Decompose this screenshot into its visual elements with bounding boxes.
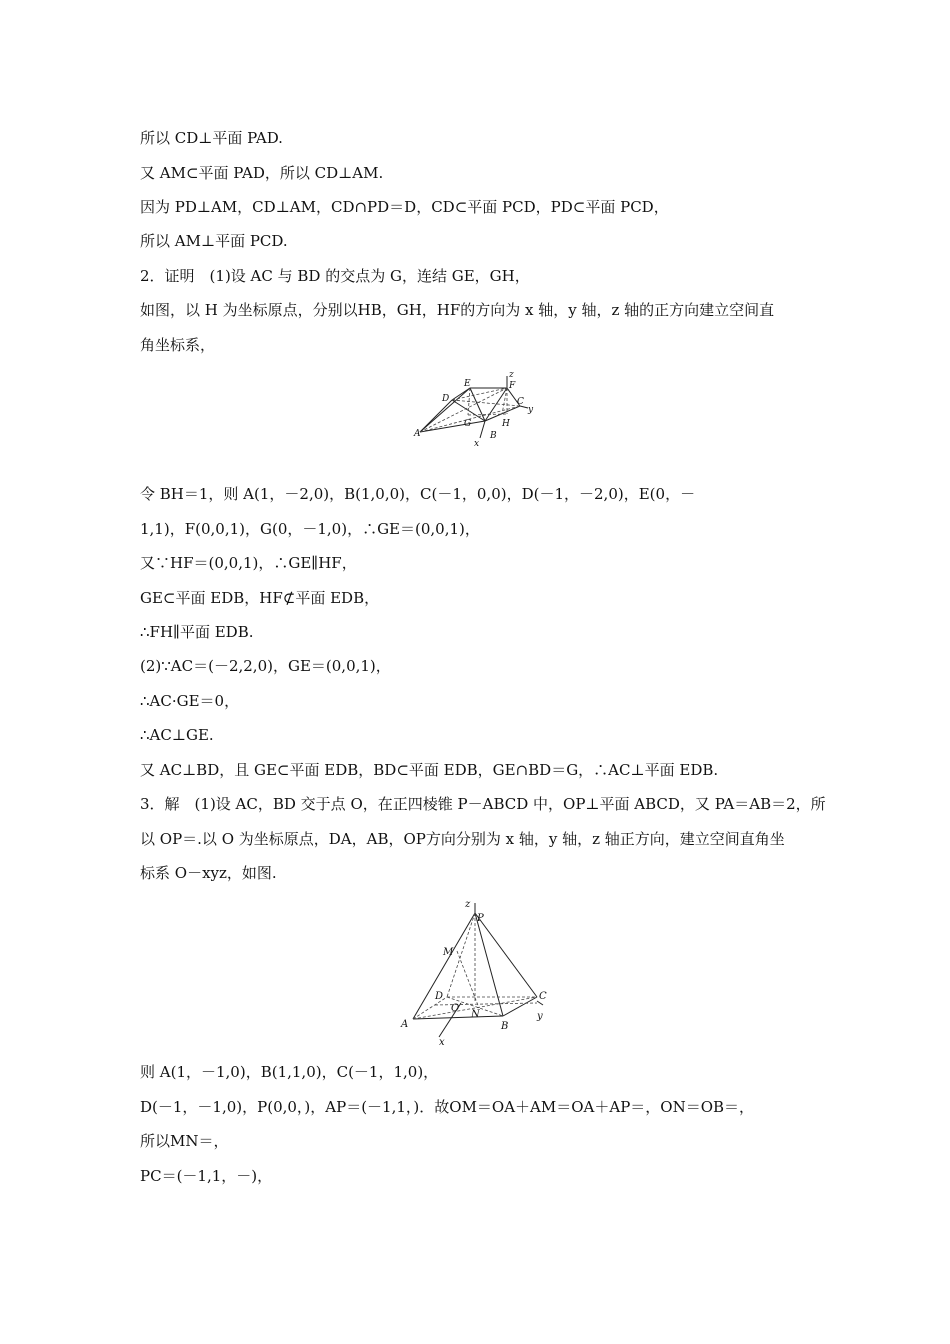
label-E: E bbox=[464, 379, 471, 389]
text-line: 所以 AM⊥平面 PCD. bbox=[140, 232, 288, 250]
text-line: ∴AC⊥GE. bbox=[140, 726, 214, 744]
label-y: y bbox=[537, 1011, 543, 1022]
label-B: B bbox=[501, 1021, 509, 1032]
figure-coordinate-box bbox=[410, 368, 540, 450]
label-B: B bbox=[490, 431, 497, 441]
label-N: N bbox=[471, 1009, 480, 1020]
figure-pyramid bbox=[395, 895, 555, 1047]
label-F: F bbox=[509, 381, 516, 391]
text-line: PC＝(－1,1，－)， bbox=[140, 1167, 273, 1185]
label-x: x bbox=[439, 1037, 445, 1047]
text-line: 所以 CD⊥平面 PAD. bbox=[140, 129, 283, 147]
label-C: C bbox=[539, 991, 547, 1002]
text-line: ∴AC·GE＝0， bbox=[140, 692, 240, 710]
text-line: 标系 O－xyz，如图. bbox=[140, 864, 277, 882]
label-x: x bbox=[474, 439, 480, 449]
text-line: 则 A(1，－1,0)，B(1,1,0)，C(－1，1,0)， bbox=[140, 1063, 439, 1081]
label-D: D bbox=[435, 991, 444, 1002]
label-C: C bbox=[517, 397, 524, 407]
text-line: (2)∵AC＝(－2,2,0)，GE＝(0,0,1)， bbox=[140, 657, 391, 675]
text-line: ∴FH∥平面 EDB. bbox=[140, 623, 254, 641]
text-line: 如图，以 H 为坐标原点，分别以HB，GH，HF的方向为 x 轴，y 轴，z 轴的正方向建立空间直 bbox=[140, 301, 775, 319]
label-A: A bbox=[414, 429, 421, 439]
text-line: 3．解 (1)设 AC，BD 交于点 O，在正四棱锥 P－ABCD 中，OP⊥平面 ABCD，又 PA＝AB＝2，所 bbox=[140, 795, 826, 813]
text-line: 2．证明 (1)设 AC 与 BD 的交点为 G，连结 GE，GH， bbox=[140, 267, 530, 285]
text-line: 以 OP＝.以 O 为坐标原点，DA，AB，OP方向分别为 x 轴，y 轴，z 轴正方向，建立空间直角坐 bbox=[140, 830, 785, 848]
text-line: 角坐标系， bbox=[140, 336, 216, 354]
label-O: O bbox=[451, 1003, 460, 1014]
label-A: A bbox=[401, 1019, 409, 1030]
label-y: y bbox=[528, 405, 534, 415]
text-line: 又∵HF＝(0,0,1)，∴GE∥HF， bbox=[140, 554, 357, 572]
label-H: H bbox=[502, 419, 510, 429]
text-line: 所以MN＝， bbox=[140, 1132, 229, 1150]
text-line: 因为 PD⊥AM，CD⊥AM，CD∩PD＝D，CD⊂平面 PCD，PD⊂平面 PCD， bbox=[140, 198, 669, 216]
text-line: D(－1，－1,0)，P(0,0，)，AP＝(－1,1，)．故OM＝OA＋AM＝OA＋AP＝，ON＝OB＝， bbox=[140, 1098, 755, 1116]
text-line: 1,1)，F(0,0,1)，G(0，－1,0)，∴GE＝(0,0,1)， bbox=[140, 520, 480, 538]
text-line: GE⊂平面 EDB，HF⊄平面 EDB， bbox=[140, 589, 380, 607]
label-z: z bbox=[509, 370, 514, 380]
text-line: 又 AC⊥BD，且 GE⊂平面 EDB，BD⊂平面 EDB，GE∩BD＝G，∴AC⊥平面 EDB. bbox=[140, 761, 719, 779]
label-D: D bbox=[442, 394, 450, 404]
text-line: 令 BH＝1，则 A(1，－2,0)，B(1,0,0)，C(－1，0,0)，D(－1，－2,0)，E(0，－ bbox=[140, 485, 696, 503]
label-G: G bbox=[464, 419, 472, 429]
label-P: P bbox=[477, 913, 484, 924]
label-z: z bbox=[465, 899, 471, 910]
label-M: M bbox=[443, 947, 454, 958]
text-line: 又 AM⊂平面 PAD，所以 CD⊥AM. bbox=[140, 164, 384, 182]
